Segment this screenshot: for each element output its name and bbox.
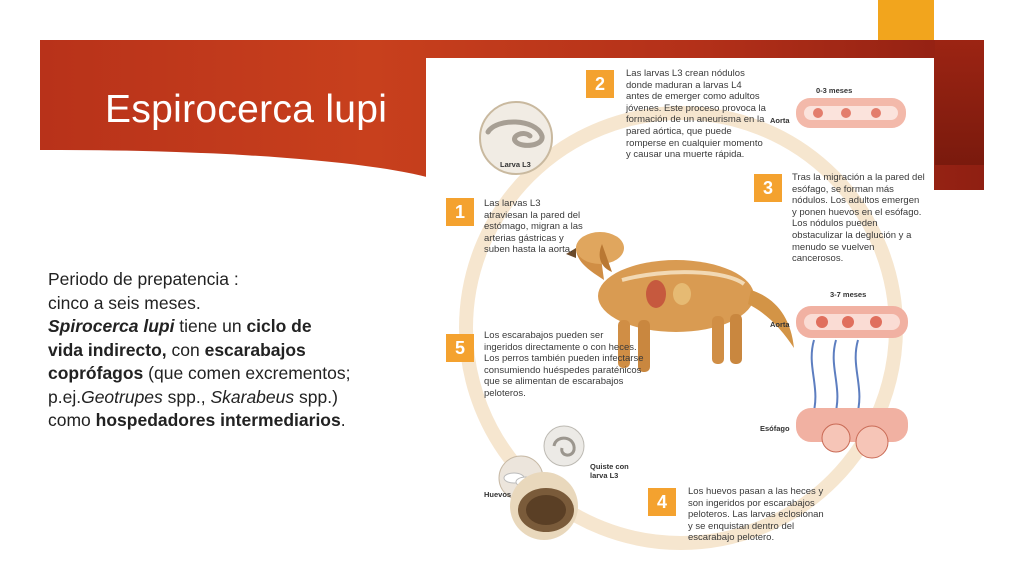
body-line-3: Spirocerca lupi tiene un ciclo de [48,316,312,336]
step-number-4: 4 [648,488,676,516]
body-line-1: Periodo de prepatencia : [48,269,239,289]
step-number-5: 5 [446,334,474,362]
step-3-text: Tras la migración a la pared del esófago, se forman más nódulos. Los adultos emergen y ponen huevos en el esófago. Los nódulos pueden obstaculizar la deglución y a menudo se vuelven cancerosos. [792,172,925,265]
quiste-label: Quiste con larva L3 [590,462,629,480]
step-number-2: 2 [586,70,614,98]
aorta-section-1 [796,98,906,128]
eggs-beetle-illustration [499,426,584,540]
body-line-5: coprófagos (que comen excrementos; [48,363,351,383]
body-line-4: vida indirecto, con escarabajos [48,339,306,360]
step-2-text: Las larvas L3 crean nódulos donde maduran a larvas L4 antes de emerger como adultos jóvenes. Este proceso provoca la formación de un aneurisma en la pared aórtica, que puede romperse en cualquier momento y causar una muerte rápida. [626,68,766,161]
aorta-label-1: Aorta [770,116,790,125]
step-4-text: Los huevos pasan a las heces y son ingeridos por escarabajos peloteros. Las larvas eclosionan y se enquistan dentro del escarabajo pelotero. [688,486,824,544]
step-5-text: Los escarabajos pueden ser ingeridos directamente o con heces. Los perros también pueden infectarse consumiendo huéspedes paraténicos que se alimentan de escarabajos peloteros. [484,330,644,399]
step-number-3: 3 [754,174,782,202]
body-text [48,268,428,433]
months-label-1: 0-3 meses [816,86,853,95]
step-1-text: Las larvas L3 atraviesan la pared del estómago, migran a las arterias gástricas y suben hasta la aorta. [484,198,583,256]
body-line-7: como hospedadores intermediarios. [48,410,346,430]
months-label-2: 3-7 meses [830,290,867,299]
step-number-1: 1 [446,198,474,226]
body-line-6: p.ej.Geotrupes spp., Skarabeus spp.) [48,386,338,407]
right-band [935,40,984,165]
slide-title: Espirocerca lupi [105,88,388,131]
huevos-label: Huevos [484,490,512,499]
esofago-label: Esófago [760,424,790,433]
life-cycle-diagram [426,58,934,558]
larva-label: Larva L3 [500,160,531,169]
body-line-2: cinco a seis meses. [48,292,201,313]
aorta-label-2: Aorta [770,320,790,329]
